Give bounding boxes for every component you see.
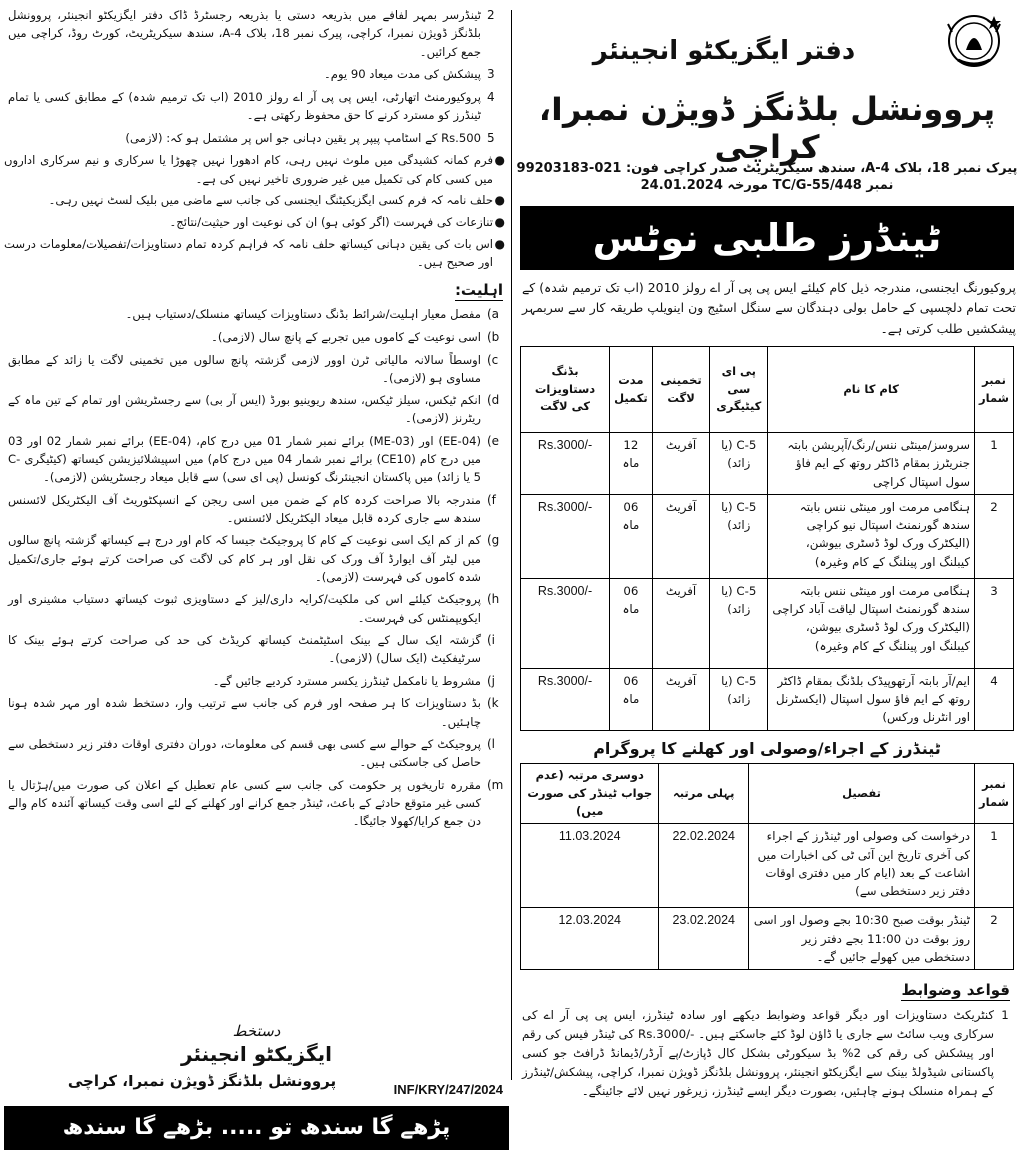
- list-item-marker: (a: [487, 306, 500, 321]
- list-item-text: فرم کمانہ کشیدگی میں ملوث نہیں رہی، کام ادھورا نہیں چھوڑا یا سرکاری و نیم سرکاری اداروں میں کسی کام کی تکمیل میں غیر ضروری تاخیر نہیں کی ہے۔: [4, 153, 493, 186]
- right-column: [514, 6, 1020, 1150]
- list-item-text: ٹینڈرسر بمہر لفافے میں بذریعہ دستی یا بذریعہ رجسٹرڈ ڈاک دفتر ایگزیکٹو انجینئر، پروونشل بلڈنگز ڈویژن نمبرI، کراچی، پیرک نمبر 18، بلاک A-4، سندھ سیکریٹریٹ، کورٹ روڈ، کراچی میں جمع کرائیں۔: [8, 8, 481, 59]
- list-item-text: مشروط یا نامکمل ٹینڈرز یکسر مسترد کردیے جائیں گے۔: [212, 673, 481, 688]
- list-item-text: پروجیکٹ کیلئے اس کی ملکیت/کرایہ داری/لیز کے دستاویزی ثبوت کیساتھ دستیاب مشینری اور ایکویپمنٹس کی فہرست۔: [8, 592, 481, 625]
- list-item-marker: (g: [487, 533, 500, 548]
- col-first-time: پہلی مرتبہ: [659, 764, 749, 824]
- list-item: [4, 531, 509, 586]
- row-period: 06 ماہ: [610, 494, 653, 578]
- list-item-number: 5: [487, 130, 495, 145]
- list-item-text: تنازعات کی فہرست (اگر کوئی ہو) ان کی نوعیت اور حیثیت/نتائج۔: [169, 215, 493, 230]
- row-serial: 3: [975, 578, 1014, 668]
- col-estimated-cost: تخمینی لاگت: [652, 347, 710, 433]
- list-item-text: انکم ٹیکس، سیلز ٹیکس، سندھ ریوینیو بورڈ (ایس آر بی) سے رجسٹریشن اور تمام کے تین ماہ کے ریٹرنز (لازمی)۔: [8, 393, 481, 426]
- table-row: [521, 668, 1014, 730]
- list-item-text: حلف نامہ کہ فرم کسی ایگزیکیٹنگ ایجنسی کی جانب سے ماضی میں بلیک لسٹ نہیں رہی۔: [48, 193, 493, 208]
- list-item: [4, 191, 509, 210]
- list-item: [4, 694, 509, 731]
- list-item-marker: (f: [487, 492, 496, 507]
- col-document-fee: بڈنگ دستاویزات کی لاگت: [521, 347, 610, 433]
- list-item-marker: (m: [487, 777, 504, 792]
- row-fee: Rs.3000/-: [521, 433, 610, 495]
- row-category: C-5 (یا زائد): [710, 494, 768, 578]
- list-item-marker: (d: [487, 393, 500, 408]
- col-work-name: کام کا نام: [768, 347, 975, 433]
- list-item: [4, 235, 509, 272]
- works-table-header: [521, 347, 1014, 433]
- list-item: [4, 631, 509, 668]
- program-table-header: [521, 764, 1014, 824]
- program-title: ٹینڈرز کے اجراء/وصولی اور کھلنے کا پروگرام: [593, 739, 941, 758]
- row-period: 06 ماہ: [610, 668, 653, 730]
- list-item-text: مفصل معیار اہلیت/شرائط بڈنگ دستاویزات کیساتھ منسلک/دستیاب ہیں۔: [125, 306, 481, 321]
- list-item-text: اس بات کی یقین دہانی کیساتھ حلف نامہ کہ فراہم کردہ تمام دستاویزات/تفصیلات/معلومات درست اور صحیح ہیں۔: [4, 237, 493, 270]
- bullet-icon: ●: [494, 153, 505, 168]
- table-row: [521, 578, 1014, 668]
- division-title: پروونشل بلڈنگز ڈویژن نمبرI، کراچی: [538, 90, 996, 166]
- row-details: درخواست کی وصولی اور ٹینڈرز کے اجراء کی آخری تاریخ این آئی ٹی کی اخبارات میں اشاعت کے بعد (ایام کار میں دفتری اوقات دفتر زیر دستخطی سے): [749, 824, 975, 908]
- list-item: [4, 590, 509, 627]
- list-item: [4, 735, 509, 772]
- rules-item: [522, 1006, 1016, 1102]
- office-title: دفتر ایگزیکٹو انجینئر: [592, 36, 856, 66]
- row-category: C-5 (یا زائد): [710, 433, 768, 495]
- table-row: [521, 494, 1014, 578]
- row-details: ٹینڈر بوقت صبح 10:30 بجے وصول اور اسی روز بوقت دن 11:00 بجے دفتر زیر دستخطی میں کھولے جائیں گے۔: [749, 908, 975, 970]
- list-item-marker: (j: [487, 673, 496, 688]
- row-fee: Rs.3000/-: [521, 494, 610, 578]
- row-first-date: 23.02.2024: [659, 908, 749, 970]
- signatory-office: پروونشل بلڈنگز ڈویژن نمبرI، کراچی: [67, 1072, 337, 1090]
- list-item-marker: (i: [487, 632, 496, 647]
- row-fee: Rs.3000/-: [521, 578, 610, 668]
- row-second-date: 11.03.2024: [521, 824, 659, 908]
- row-serial: 1: [975, 824, 1014, 908]
- bullet-icon: ●: [494, 237, 505, 251]
- rules-title: قواعد وضوابط: [901, 981, 1010, 999]
- list-item: [4, 351, 509, 388]
- row-serial: 2: [975, 494, 1014, 578]
- row-category: C-5 (یا زائد): [710, 668, 768, 730]
- row-serial: 4: [975, 668, 1014, 730]
- col-serial: نمبر شمار: [975, 347, 1014, 433]
- eligibility-title: اہلیت:: [454, 280, 503, 299]
- numbered-conditions: [4, 6, 509, 147]
- col-details: تفصیل: [749, 764, 975, 824]
- left-column: [4, 6, 509, 1150]
- row-cost: آفریٹ: [652, 668, 710, 730]
- row-serial: 2: [975, 908, 1014, 970]
- program-table: [520, 763, 1014, 970]
- list-item-text: (EE-04) اور (ME-03) برائے نمبر شمار 01 میں درج کام، (EE-04) برائے نمبر شمار 02 اور 03 میں درج کام (CE10) برائے نمبر شمار 04 میں درج کام) میں اسپیشلائیزیشن کیساتھ (کیٹیگری C-5 یا زائد) میں پاکستان انجینئرنگ کونسل (پی ای سی) سے قابل میعاد رجسٹریشن (لازمی)۔: [8, 433, 481, 485]
- list-item: [4, 305, 509, 324]
- list-item-text: مقررہ تاریخوں پر حکومت کی جانب سے کسی عام تعطیل کے اعلان کی صورت میں/ہڑتال یا کسی غیر متوقع حادثے کے باعث، ٹینڈر جمع کرانے اور کھلنے کے لئے اسی وقت کیساتھ آئندہ کام والے دن جمع کرایا/کھولا جائیگا۔: [8, 777, 481, 829]
- row-cost: آفریٹ: [652, 578, 710, 668]
- row-work-name: سروسز/مینٹی ننس/رنگ/آپریشن بابتہ جنریٹرز بمقام ڈاکٹر روتھ کے ایم فاؤ سول اسپتال کراچی: [768, 433, 975, 495]
- tender-notice-banner: ٹینڈرز طلبی نوٹس: [520, 206, 1014, 270]
- list-item-marker: (l: [487, 737, 496, 752]
- list-item-marker: (e: [487, 433, 500, 448]
- list-item: [4, 328, 509, 347]
- list-item: [4, 65, 509, 84]
- list-item: [4, 151, 509, 188]
- column-divider: [511, 10, 512, 1080]
- row-category: C-5 (یا زائد): [710, 578, 768, 668]
- list-item-text: کم از کم ایک اسی نوعیت کے کام کا پروجیکٹ جیسا کہ کام اور درج ہے کیساتھ گزشتہ پانچ سالوں میں لیٹر آف ایوارڈ آف ورک کی نقل اور ہر کام کی لاگت کی صراحت کرتے ہوئے جاری/تکمیل شدہ کاموں کی فہرست (لازمی)۔: [8, 533, 481, 584]
- list-item-marker: (c: [487, 352, 499, 367]
- signature-mark: دستخط: [232, 1022, 281, 1040]
- row-serial: 1: [975, 433, 1014, 495]
- row-work-name: ایم/آر بابتہ آرتھوپیڈک بلڈنگ بمقام ڈاکٹر روتھ کے ایم فاؤ سول اسپتال (ایکسٹرنل اور انٹرنل ورکس): [768, 668, 975, 730]
- table-row: [521, 824, 1014, 908]
- row-fee: Rs.3000/-: [521, 668, 610, 730]
- eligibility-list: [4, 305, 509, 831]
- row-work-name: ہنگامی مرمت اور مینٹی ننس بابتہ سندھ گورنمنٹ اسپتال لیاقت آباد کراچی (الیکٹرک ورک لوڈ ڈسٹری بیوشن، کیبلنگ اور پینلنگ کے کام وغیرہ): [768, 578, 975, 668]
- signatory-title: ایگزیکٹو انجینئر: [181, 1042, 332, 1066]
- bullet-icon: ●: [494, 215, 505, 230]
- list-item: [4, 213, 509, 232]
- list-item-marker: (k: [487, 696, 499, 711]
- eligibility-section: [4, 275, 509, 305]
- list-item-text: پروجیکٹ کے حوالے سے کسی بھی قسم کی معلومات، دوران دفتری اوقات دفتر زیر دستخطی سے حاصل کی جاسکتی ہیں۔: [8, 737, 481, 770]
- reference-number: INF/KRY/247/2024: [393, 1082, 503, 1097]
- list-item-text: اوسطاً سالانہ مالیاتی ٹرن اوور لازمی گزشتہ پانچ سالوں میں تخمینی لاگت یا زائد کے مطابق مساوی ہو (لازمی)۔: [8, 352, 481, 385]
- list-item-text: بڈ دستاویزات کا ہر صفحہ اور فرم کی جانب سے ترتیب وار، دستخط شدہ اور مہر شدہ ہونا چاہئیں۔: [8, 696, 481, 729]
- col-serial: نمبر شمار: [975, 764, 1014, 824]
- sindh-government-emblem-icon: [938, 10, 1010, 72]
- list-item: [4, 88, 509, 125]
- list-item: [4, 391, 509, 428]
- slogan-banner: پڑھے گا سندھ تو ..... بڑھے گا سندھ: [4, 1106, 509, 1150]
- list-item-text: اسی نوعیت کے کاموں میں تجربے کے پانچ سال (لازمی)۔: [211, 329, 481, 344]
- list-item: [4, 491, 509, 528]
- col-second-time: دوسری مرتبہ (عدم جواب ٹینڈر کی صورت میں): [521, 764, 659, 824]
- row-period: 06 ماہ: [610, 578, 653, 668]
- letter-number: نمبر TC/G-55/448 مورخہ 24.01.2024: [640, 178, 894, 193]
- row-work-name: ہنگامی مرمت اور مینٹی ننس بابتہ سندھ گورنمنٹ اسپتال نیو کراچی (الیکٹرک ورک لوڈ ڈسٹری بیوشن، کیبلنگ اور پینلنگ کے کام وغیرہ): [768, 494, 975, 578]
- col-completion-period: مدت تکمیل: [610, 347, 653, 433]
- list-item: [4, 776, 509, 831]
- list-item: [4, 672, 509, 691]
- row-second-date: 12.03.2024: [521, 908, 659, 970]
- list-item-text: Rs.500 کے اسٹامپ پیپر پر یقین دہانی جو اس پر مشتمل ہو کہ: (لازمی): [125, 130, 481, 145]
- rules-item-text: کنٹریکٹ دستاویزات اور دیگر قواعد وضوابط دیکھے اور سادہ ٹینڈرز، ایس پی پی آر اے کی سرکاری ویب سائٹ سے جاری یا ڈاؤن لوڈ کئے جاسکتے ہیں۔ -/Rs.3000 کی ٹینڈر فیس کی رقم اور پیشکش کی رقم کی 2% بڈ سیکورٹی بشکل کال ڈپازٹ/پے آرڈر/ڈیمانڈ ڈرافٹ جو کسی پاکستانی شیڈولڈ بینک سے ایگزیکٹو انجینئر، پروونشل بلڈنگز ڈویژن نمبرI، کراچی، پیشکش/ٹینڈرز کے ہمراہ منسلک ہونے چاہئیں، بصورت دیگر ایسے ٹینڈرز، زیرغور نہیں لائے جائینگے۔: [522, 1008, 994, 1099]
- list-item-text: پیشکش کی مدت میعاد 90 یوم۔: [323, 66, 481, 81]
- row-period: 12 ماہ: [610, 433, 653, 495]
- list-item-marker: (h: [487, 592, 500, 607]
- rules-item-number: 1: [1001, 1008, 1009, 1022]
- bullet-icon: ●: [494, 193, 505, 208]
- row-first-date: 22.02.2024: [659, 824, 749, 908]
- list-item-text: مندرجہ بالا صراحت کردہ کام کے ضمن میں اسی ریجن کے انسپکٹوریٹ آف الیکٹریکل لائسنس سندھ سے جاری کردہ قابل میعاد الیکٹریکل لائسنس۔: [8, 492, 481, 526]
- list-item: [4, 6, 509, 61]
- office-address: پیرک نمبر 18، بلاک A-4، سندھ سیکریٹریٹ صدر کراچی فون: 021-99203183: [516, 161, 1018, 176]
- list-item-number: 4: [487, 89, 495, 104]
- list-item-text: گزشتہ ایک سال کے بینک اسٹیٹمنٹ کیساتھ کریڈٹ کی حد کی صراحت کرتے ہوئے بینک کا سرٹیفکیٹ (ایک سال) (لازمی)۔: [8, 632, 481, 666]
- list-item: [4, 129, 509, 148]
- list-item: [4, 432, 509, 487]
- table-row: [521, 908, 1014, 970]
- list-item-text: پروکیورمنٹ اتھارٹی، ایس پی پی آر اے رولز 2010 (اب تک ترمیم شدہ) کے مطابق کسی یا تمام ٹینڈرز کو مسترد کرنے کا حق محفوظ رکھتی ہے۔: [8, 89, 482, 123]
- intro-paragraph: پروکیورنگ ایجنسی، مندرجہ ذیل کام کیلئے ایس پی پی آر اے رولز 2010 (اب تک ترمیم شدہ) کے تحت تمام دلچسپی کے حامل بولی دہندگان سے سنگل اسٹیج ون اینویلپ طریقہ کار سے سربمہر پیشکشیں طلب کرتی ہے۔: [522, 280, 1016, 336]
- row-cost: آفریٹ: [652, 433, 710, 495]
- list-item-number: 2: [487, 8, 495, 22]
- works-table: [520, 346, 1014, 731]
- table-row: [521, 433, 1014, 495]
- col-pec-category: پی ای سی کیٹیگری: [710, 347, 768, 433]
- row-cost: آفریٹ: [652, 494, 710, 578]
- list-item-marker: (b: [487, 329, 500, 344]
- undertaking-bullets: [4, 151, 509, 271]
- list-item-number: 3: [487, 66, 495, 81]
